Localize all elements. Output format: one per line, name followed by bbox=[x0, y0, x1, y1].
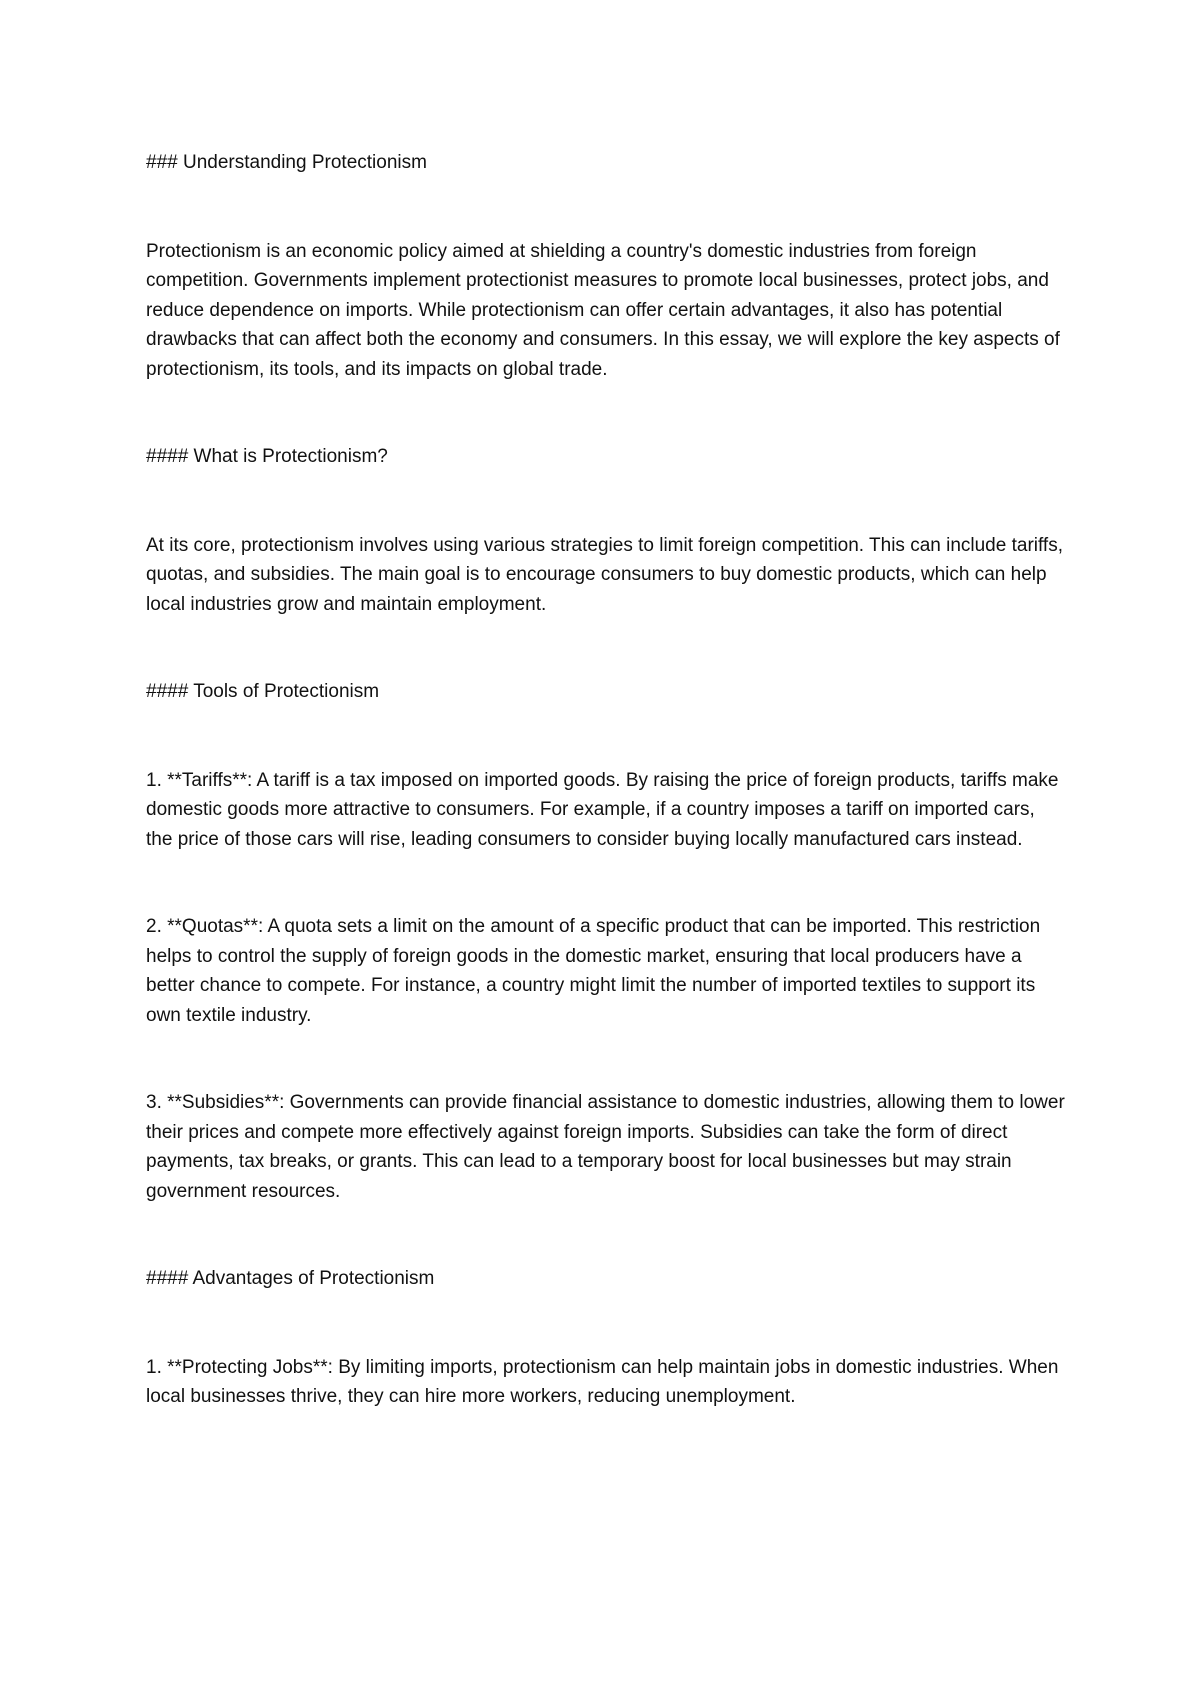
section-heading-advantages: #### Advantages of Protectionism bbox=[146, 1268, 435, 1289]
section-heading-tools: #### Tools of Protectionism bbox=[146, 681, 380, 702]
tools-item-quotas: 2. **Quotas**: A quota sets a limit on the amount of a specific product that can be imported. This restriction helps to control the supply of foreign goods in the domestic market, ensuring that local producers have a better chance to compete. For instance, a country might limit the number of imported textiles to support its own textile industry. bbox=[146, 916, 1041, 1026]
tools-item-tariffs: 1. **Tariffs**: A tariff is a tax imposed on imported goods. By raising the price of foreign products, tariffs make domestic goods more attractive to consumers. For example, if a country imposes a tariff on imported cars, the price of those cars will rise, leading consumers to consider buying locally manufactured cars instead. bbox=[146, 769, 1059, 850]
document-body bbox=[146, 148, 1066, 1412]
tools-item-subsidies: 3. **Subsidies**: Governments can provide financial assistance to domestic industries, allowing them to lower their prices and compete more effectively against foreign imports. Subsidies can take the form of direct payments, tax breaks, or grants. This can lead to a temporary boost for local businesses but may strain government resources. bbox=[146, 1092, 1065, 1202]
section-heading-what: #### What is Protectionism? bbox=[146, 446, 388, 467]
document-title: ### Understanding Protectionism bbox=[146, 152, 427, 173]
intro-paragraph: Protectionism is an economic policy aimed at shielding a country's domestic industries from foreign competition. Governments implement protectionist measures to promote local businesses, protect jobs, and reduce dependence on imports. While protectionism can offer certain advantages, it also has potential drawbacks that can affect both the economy and consumers. In this essay, we will explore the key aspects of protectionism, its tools, and its impacts on global trade. bbox=[146, 240, 1060, 380]
what-paragraph: At its core, protectionism involves using various strategies to limit foreign competition. This can include tariffs, quotas, and subsidies. The main goal is to encourage consumers to buy domestic products, which can help local industries grow and maintain employment. bbox=[146, 534, 1063, 615]
advantages-item-jobs: 1. **Protecting Jobs**: By limiting imports, protectionism can help maintain jobs in domestic industries. When local businesses thrive, they can hire more workers, reducing unemployment. bbox=[146, 1356, 1059, 1407]
